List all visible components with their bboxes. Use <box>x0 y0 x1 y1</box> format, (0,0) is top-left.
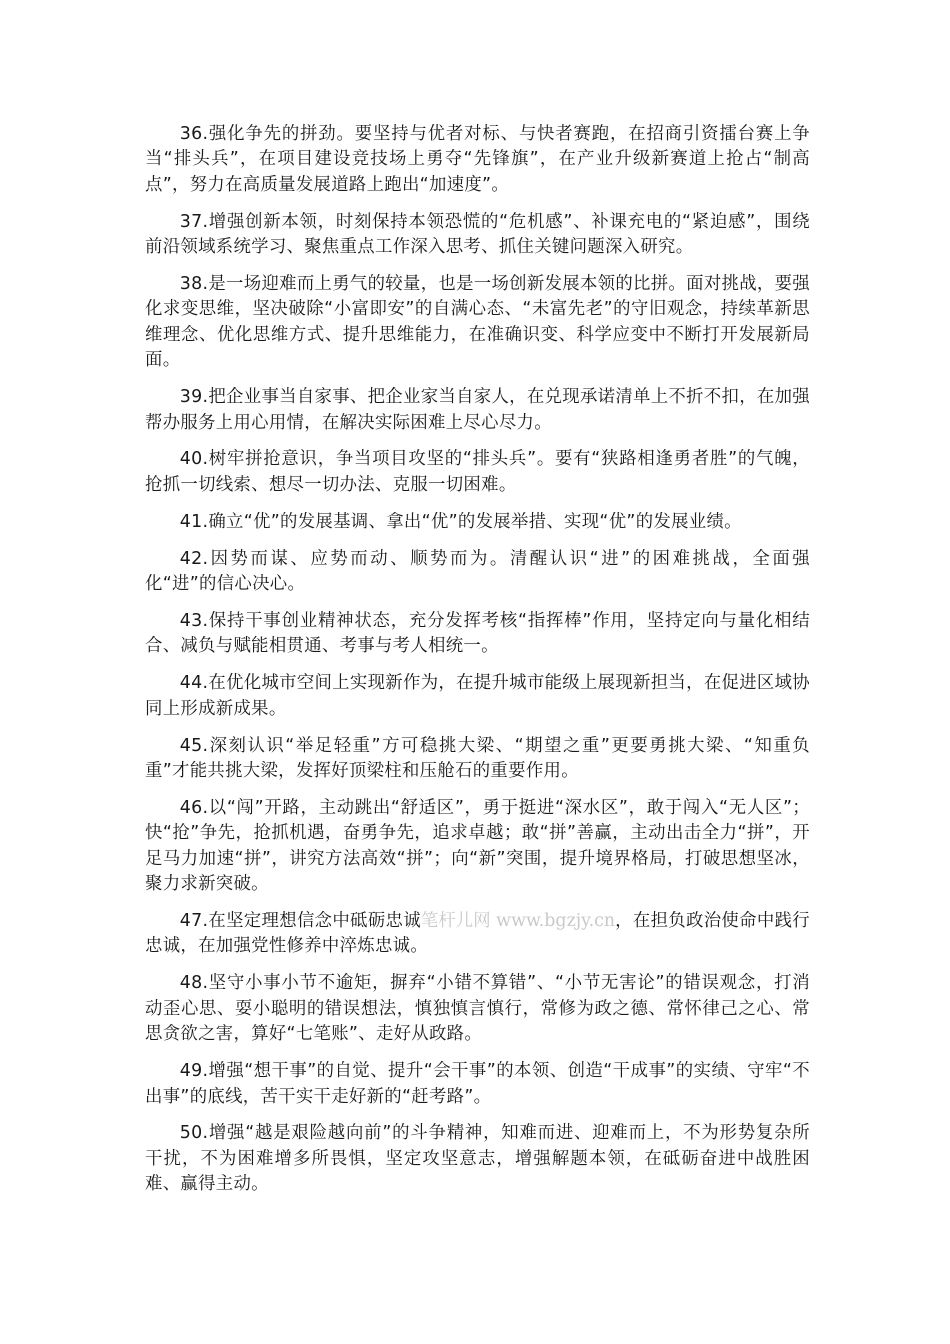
paragraph-37: 37.增强创新本领，时刻保持本领恐慌的“危机感”、补课充电的“紧迫感”，围绕前沿领域系统学习、聚焦重点工作深入思考、抓住关键问题深入研究。 <box>145 211 810 258</box>
watermark-text: 笔杆儿网 www.bgzjy.cn <box>420 911 616 932</box>
paragraph-38: 38.是一场迎难而上勇气的较量，也是一场创新发展本领的比拼。面对挑战，要强化求变思维，坚决破除“小富即安”的自满心态、“未富先老”的守旧观念，持续革新思维理念、优化思维方式、提升思维能力，在准确识变、科学应变中不断打开发展新局面。 <box>145 274 810 371</box>
paragraph-39: 39.把企业事当自家事、把企业家当自家人，在兑现承诺清单上不折不扣，在加强帮办服务上用心用情，在解决实际困难上尽心尽力。 <box>145 387 810 433</box>
paragraph-44: 44.在优化城市空间上实现新作为，在提升城市能级上展现新担当，在促进区域协同上形成新成果。 <box>145 673 810 719</box>
paragraph-50: 50.增强“越是艰险越向前”的斗争精神，知难而进、迎难而上，不为形势复杂所干扰，不为困难增多所畏惧，坚定攻坚意志，增强解题本领，在砥砺奋进中战胜困难、赢得主动。 <box>145 1123 810 1195</box>
paragraph-40: 40.树牢拼抢意识，争当项目攻坚的“排头兵”。要有“狭路相逢勇者胜”的气魄，抢抓一切线索、想尽一切办法、克服一切困难。 <box>145 449 810 495</box>
paragraph-48: 48.坚守小事小节不逾矩，摒弃“小错不算错”、“小节无害论”的错误观念，打消动歪心思、耍小聪明的错误想法，慎独慎言慎行，常修为政之德、常怀律己之心、常思贪欲之害，算好“七笔账”、走好从政路。 <box>145 973 810 1045</box>
paragraph-45: 45.深刻认识“举足轻重”方可稳挑大梁、“期望之重”更要勇挑大梁、“知重负重”才能共挑大梁，发挥好顶梁柱和压舱石的重要作用。 <box>145 735 810 782</box>
paragraph-47 <box>145 909 810 960</box>
paragraph-46: 46.以“闯”开路，主动跳出“舒适区”，勇于挺进“深水区”，敢于闯入“无人区”；快“抢”争先，抢抓机遇，奋勇争先，追求卓越；敢“拼”善赢，主动出击全力“拼”，开足马力加速“拼”，讲究方法高效“拼”；向“新”突围，提升境界格局，打破思想坚冰，聚力求新突破。 <box>145 797 810 895</box>
paragraph-43: 43.保持干事创业精神状态，充分发挥考核“指挥棒”作用，坚持定向与量化相结合、减负与赋能相贯通、考事与考人相统一。 <box>145 611 810 657</box>
paragraph-47-text-start: 47.在坚定理想信念中砥砺忠诚 <box>179 911 421 932</box>
document-page <box>145 122 810 1209</box>
paragraph-49: 49.增强“想干事”的自觉、提升“会干事”的本领、创造“干成事”的实绩、守牢“不出事”的底线，苦干实干走好新的“赶考路”。 <box>145 1061 810 1107</box>
paragraph-47-text-end: ，在担负政治使命中践行忠诚，在加强党性修养中淬炼忠诚。 <box>145 911 810 957</box>
paragraph-36: 36.强化争先的拼劲。要坚持与优者对标、与快者赛跑，在招商引资擂台赛上争当“排头兵”，在项目建设竞技场上勇夺“先锋旗”，在产业升级新赛道上抢占“制高点”，努力在高质量发展道路上跑出“加速度”。 <box>145 124 810 195</box>
paragraph-41: 41.确立“优”的发展基调、拿出“优”的发展举措、实现“优”的发展业绩。 <box>179 511 742 532</box>
paragraph-42: 42.因势而谋、应势而动、顺势而为。清醒认识“进”的困难挑战，全面强化“进”的信心决心。 <box>145 548 810 595</box>
